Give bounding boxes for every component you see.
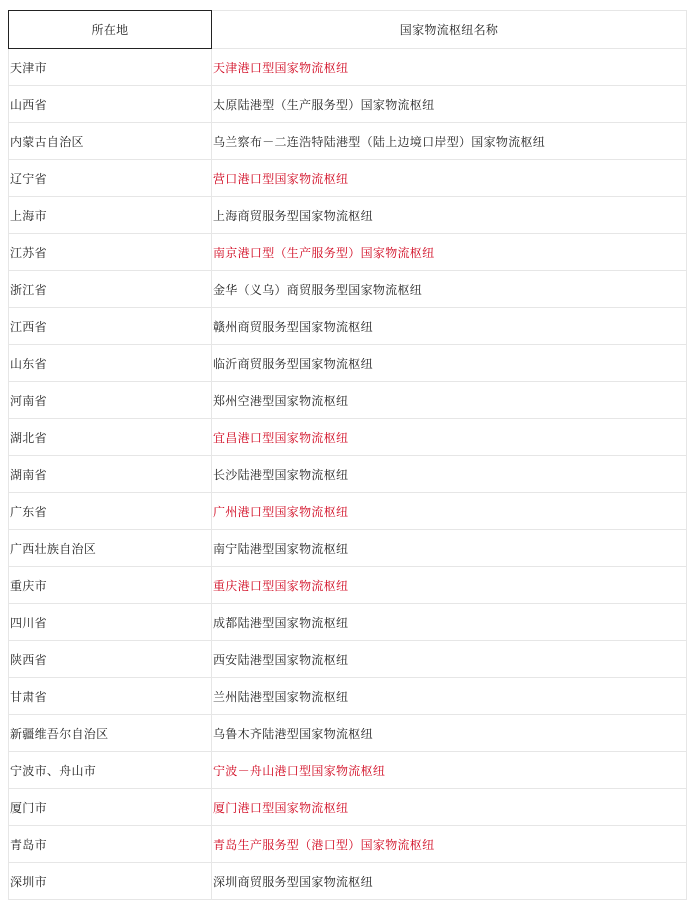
cell-hub-name: 太原陆港型（生产服务型）国家物流枢纽 [212, 86, 687, 123]
cell-hub-name: 赣州商贸服务型国家物流枢纽 [212, 308, 687, 345]
table-row [9, 197, 687, 234]
cell-hub-name: 天津港口型国家物流枢纽 [212, 49, 687, 86]
cell-location: 江西省 [9, 308, 212, 345]
cell-hub-name: 金华（义乌）商贸服务型国家物流枢纽 [212, 271, 687, 308]
cell-hub-name: 西安陆港型国家物流枢纽 [212, 641, 687, 678]
table-row [9, 160, 687, 197]
cell-hub-name: 厦门港口型国家物流枢纽 [212, 789, 687, 826]
table-row [9, 382, 687, 419]
cell-location: 甘肃省 [9, 678, 212, 715]
table-row [9, 604, 687, 641]
table-row [9, 308, 687, 345]
table-row [9, 493, 687, 530]
header-location: 所在地 [9, 11, 212, 49]
cell-hub-name: 深圳商贸服务型国家物流枢纽 [212, 863, 687, 900]
cell-location: 深圳市 [9, 863, 212, 900]
table-row [9, 419, 687, 456]
cell-hub-name: 南京港口型（生产服务型）国家物流枢纽 [212, 234, 687, 271]
cell-location: 天津市 [9, 49, 212, 86]
cell-location: 新疆维吾尔自治区 [9, 715, 212, 752]
cell-hub-name: 宜昌港口型国家物流枢纽 [212, 419, 687, 456]
logistics-hub-table [8, 10, 687, 900]
cell-location: 内蒙古自治区 [9, 123, 212, 160]
cell-location: 广东省 [9, 493, 212, 530]
cell-hub-name: 南宁陆港型国家物流枢纽 [212, 530, 687, 567]
table-row [9, 567, 687, 604]
cell-location: 浙江省 [9, 271, 212, 308]
table-row [9, 789, 687, 826]
table-row [9, 123, 687, 160]
table-row [9, 863, 687, 900]
table-row [9, 752, 687, 789]
cell-location: 湖南省 [9, 456, 212, 493]
header-row [9, 11, 687, 49]
table-row [9, 641, 687, 678]
table-row [9, 49, 687, 86]
table-row [9, 234, 687, 271]
cell-location: 辽宁省 [9, 160, 212, 197]
header-hub-name: 国家物流枢纽名称 [212, 11, 687, 49]
cell-hub-name: 宁波－舟山港口型国家物流枢纽 [212, 752, 687, 789]
cell-hub-name: 乌兰察布－二连浩特陆港型（陆上边境口岸型）国家物流枢纽 [212, 123, 687, 160]
table-row [9, 530, 687, 567]
cell-hub-name: 营口港口型国家物流枢纽 [212, 160, 687, 197]
cell-location: 重庆市 [9, 567, 212, 604]
cell-location: 山西省 [9, 86, 212, 123]
cell-location: 陕西省 [9, 641, 212, 678]
cell-hub-name: 重庆港口型国家物流枢纽 [212, 567, 687, 604]
cell-hub-name: 成都陆港型国家物流枢纽 [212, 604, 687, 641]
table-row [9, 345, 687, 382]
cell-location: 广西壮族自治区 [9, 530, 212, 567]
cell-hub-name: 郑州空港型国家物流枢纽 [212, 382, 687, 419]
cell-hub-name: 广州港口型国家物流枢纽 [212, 493, 687, 530]
cell-location: 宁波市、舟山市 [9, 752, 212, 789]
cell-location: 青岛市 [9, 826, 212, 863]
table-row [9, 678, 687, 715]
table-row [9, 456, 687, 493]
cell-hub-name: 长沙陆港型国家物流枢纽 [212, 456, 687, 493]
cell-hub-name: 临沂商贸服务型国家物流枢纽 [212, 345, 687, 382]
cell-location: 山东省 [9, 345, 212, 382]
cell-hub-name: 上海商贸服务型国家物流枢纽 [212, 197, 687, 234]
table-row [9, 715, 687, 752]
cell-location: 河南省 [9, 382, 212, 419]
table-row [9, 86, 687, 123]
cell-location: 上海市 [9, 197, 212, 234]
cell-location: 湖北省 [9, 419, 212, 456]
table-row [9, 271, 687, 308]
cell-location: 江苏省 [9, 234, 212, 271]
cell-hub-name: 乌鲁木齐陆港型国家物流枢纽 [212, 715, 687, 752]
cell-hub-name: 兰州陆港型国家物流枢纽 [212, 678, 687, 715]
cell-hub-name: 青岛生产服务型（港口型）国家物流枢纽 [212, 826, 687, 863]
cell-location: 四川省 [9, 604, 212, 641]
table-body [9, 49, 687, 900]
cell-location: 厦门市 [9, 789, 212, 826]
table-row [9, 826, 687, 863]
